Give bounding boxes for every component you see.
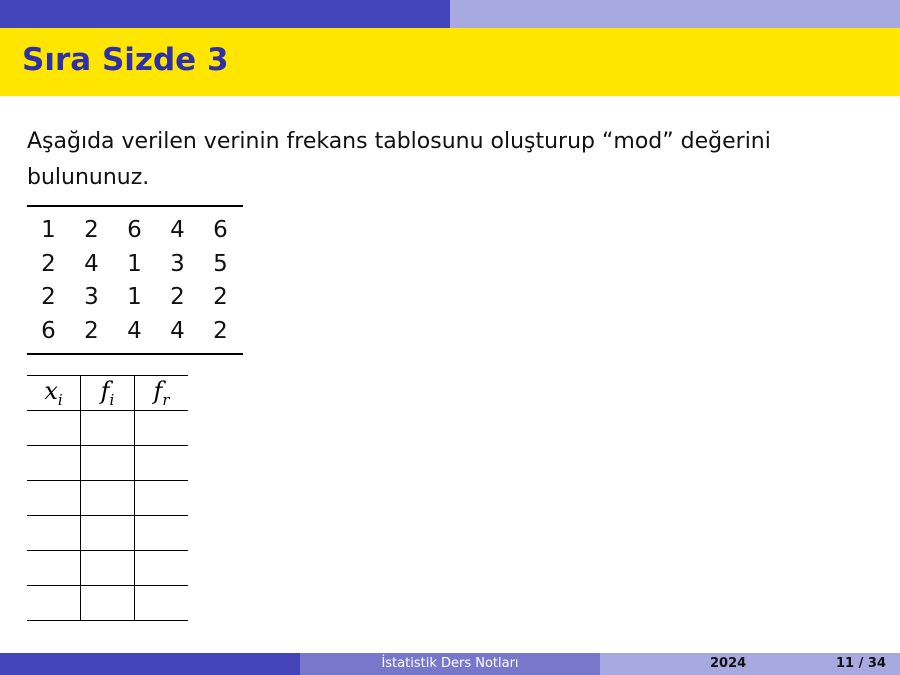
frequency-table-row — [27, 411, 188, 446]
data-value: 4 — [170, 217, 185, 243]
header-subscript: i — [109, 390, 115, 409]
frequency-empty-cell — [27, 516, 81, 551]
footer-right-segment — [600, 653, 900, 675]
frequency-empty-cell — [81, 481, 135, 516]
page-number: 11 / 34 — [836, 656, 886, 671]
data-grid — [27, 214, 242, 348]
frequency-empty-cell — [81, 586, 135, 621]
frequency-empty-cell — [81, 411, 135, 446]
frequency-table-row — [27, 551, 188, 586]
data-value: 1 — [127, 284, 142, 310]
data-value: 5 — [213, 250, 228, 277]
frequency-empty-cell — [135, 481, 189, 516]
data-bottom-rule — [27, 353, 243, 355]
title-bar — [0, 28, 900, 96]
data-value: 2 — [84, 317, 99, 344]
frequency-table — [27, 375, 188, 621]
top-bar-right-segment — [450, 0, 900, 28]
data-value: 2 — [170, 284, 185, 310]
data-value: 4 — [127, 317, 142, 344]
header-subscript: r — [162, 390, 170, 409]
frequency-empty-cell — [135, 411, 189, 446]
data-value: 2 — [41, 250, 56, 277]
data-top-rule — [27, 205, 243, 207]
header-variable: f — [100, 377, 110, 406]
data-row — [27, 248, 242, 282]
frequency-header-cell — [81, 376, 135, 411]
data-value: 6 — [127, 217, 142, 243]
data-value: 1 — [41, 217, 56, 243]
data-value: 6 — [213, 217, 228, 243]
frequency-empty-cell — [27, 411, 81, 446]
frequency-table-header — [27, 376, 188, 411]
exercise-prompt: Aşağıda verilen verinin frekans tablosunu oluşturup “mod” değerini bulununuz. — [27, 129, 771, 190]
data-row — [27, 214, 242, 248]
frequency-table-row — [27, 446, 188, 481]
frequency-empty-cell — [81, 516, 135, 551]
frequency-table-row — [27, 516, 188, 551]
top-navigation-bar — [0, 0, 900, 28]
data-value: 2 — [41, 284, 56, 310]
data-value: 2 — [84, 217, 99, 243]
frequency-table-row — [27, 481, 188, 516]
frequency-table-row — [27, 586, 188, 621]
data-value: 4 — [170, 317, 185, 344]
data-row — [27, 315, 242, 349]
data-value: 1 — [127, 250, 142, 277]
footer-course-title: İstatistik Ders Notları — [300, 653, 600, 675]
data-value: 4 — [84, 250, 99, 277]
header-variable: f — [153, 377, 163, 406]
frequency-empty-cell — [135, 446, 189, 481]
frequency-header-cell — [27, 376, 81, 411]
frequency-empty-cell — [27, 586, 81, 621]
data-value: 6 — [41, 317, 56, 344]
data-value: 2 — [213, 284, 228, 310]
frequency-empty-cell — [135, 586, 189, 621]
footer-bar — [0, 653, 900, 675]
data-row — [27, 281, 242, 315]
slide-title: Sıra Sizde 3 — [22, 42, 229, 78]
data-value: 2 — [213, 317, 228, 344]
footer-left-segment — [0, 653, 300, 675]
frequency-empty-cell — [27, 446, 81, 481]
header-subscript: i — [57, 390, 63, 409]
footer-year: 2024 — [710, 656, 747, 671]
frequency-empty-cell — [135, 551, 189, 586]
frequency-empty-cell — [27, 481, 81, 516]
frequency-empty-cell — [27, 551, 81, 586]
frequency-empty-cell — [81, 446, 135, 481]
frequency-empty-cell — [135, 516, 189, 551]
frequency-header-cell — [135, 376, 189, 411]
header-variable: x — [44, 377, 58, 406]
top-bar-left-segment — [0, 0, 450, 28]
data-value: 3 — [84, 284, 99, 310]
data-value: 3 — [170, 250, 185, 277]
frequency-empty-cell — [81, 551, 135, 586]
